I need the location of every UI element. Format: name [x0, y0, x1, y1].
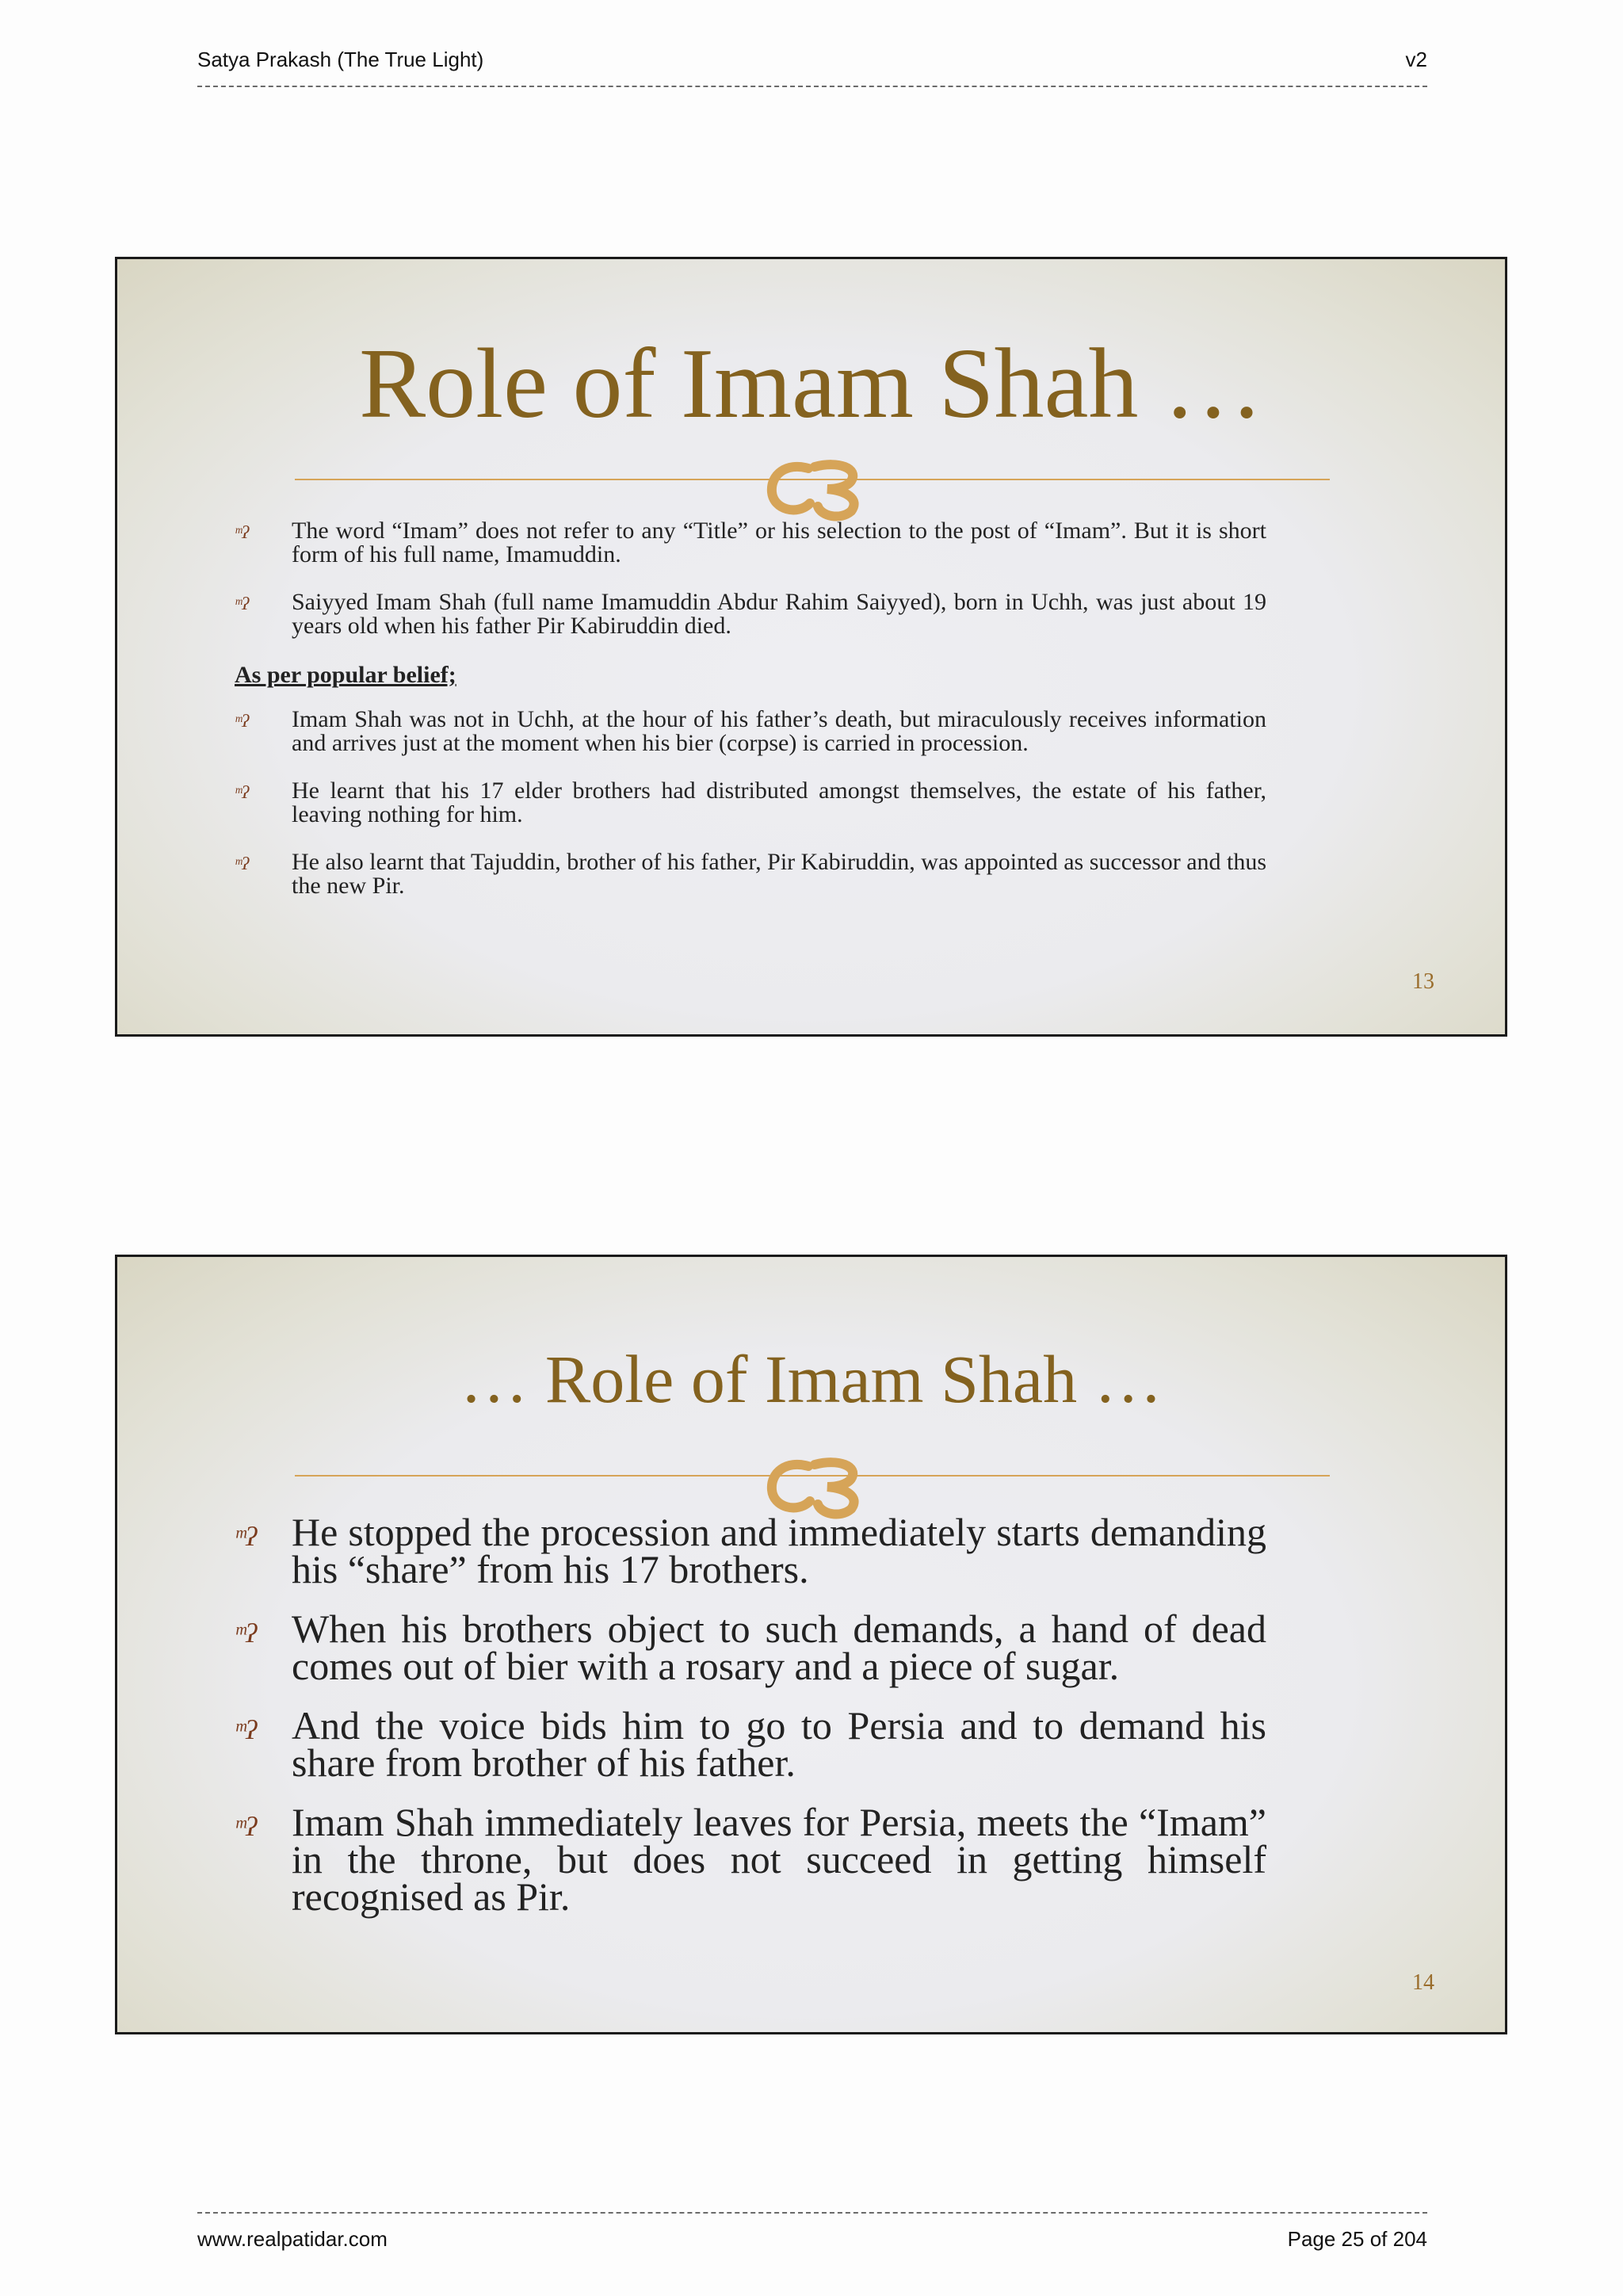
bullet-icon: ᵐʔ: [235, 1619, 258, 1648]
bullet-icon: ᵐʔ: [235, 1522, 258, 1552]
slide-13: [115, 257, 1507, 1037]
footer-divider: [197, 2212, 1427, 2214]
bullet-icon: ᵐʔ: [235, 594, 250, 613]
footer-website: www.realpatidar.com: [197, 2227, 388, 2251]
list-item: ᵐʔ He stopped the procession and immediately starts demanding his “share” from his 17 brothers.: [235, 1510, 1266, 1591]
flourish-ornament-icon: [762, 457, 869, 522]
list-item: ᵐʔ When his brothers object to such demands, a hand of dead comes out of bier with a rosary and a piece of sugar.: [235, 1606, 1266, 1688]
bullet-icon: ᵐʔ: [235, 854, 250, 873]
list-item: ᵐʔ Saiyyed Imam Shah (full name Imamuddin Abdur Rahim Saiyyed), born in Uchh, was just about 19 years old when his father Pir Kabiruddin died.: [235, 589, 1266, 639]
bullet-icon: ᵐʔ: [235, 782, 250, 802]
slide-title: Role of Imam Shah …: [359, 329, 1263, 439]
page-number: Page 25 of 204: [1287, 2227, 1427, 2251]
bullet-list-b: [235, 708, 1266, 922]
bullet-icon: ᵐʔ: [235, 1716, 258, 1745]
list-item: ᵐʔ He also learnt that Tajuddin, brother of his father, Pir Kabiruddin, was appointed as successor and thus the new Pir.: [235, 849, 1267, 899]
slide-14: [115, 1255, 1507, 2034]
bullet-icon: ᵐʔ: [235, 522, 250, 542]
slide-title: … Role of Imam Shah …: [460, 1341, 1163, 1417]
slide-number: 14: [1412, 1970, 1434, 1995]
list-item: ᵐʔ The word “Imam” does not refer to any “Title” or his selection to the post of “Imam”. But it is short form of his full name, Imamuddin.: [235, 518, 1266, 567]
document-version: v2: [1405, 48, 1427, 71]
bullet-list-a: [235, 519, 1266, 662]
header-divider: [197, 86, 1427, 87]
document-title: Satya Prakash (The True Light): [197, 48, 484, 71]
list-item: ᵐʔ And the voice bids him to go to Persia and to demand his share from brother of his father.: [235, 1703, 1266, 1785]
list-item: ᵐʔ He learnt that his 17 elder brothers had distributed amongst themselves, the estate of his father, leaving nothing for him.: [235, 777, 1266, 827]
bullet-icon: ᵐʔ: [235, 711, 250, 731]
list-item: ᵐʔ Imam Shah immediately leaves for Persia, meets the “Imam” in the throne, but does not succeed in getting himself recognised as Pir.: [235, 1800, 1266, 1919]
bullet-icon: ᵐʔ: [235, 1813, 258, 1842]
slide-number: 13: [1412, 969, 1434, 994]
subheading: As per popular belief;: [235, 662, 456, 688]
list-item: ᵐʔ Imam Shah was not in Uchh, at the hour of his father’s death, but miraculously receives information and arrives just at the moment when his bier (corpse) is carried in procession.: [235, 706, 1266, 756]
bullet-list: [235, 1510, 1266, 1938]
